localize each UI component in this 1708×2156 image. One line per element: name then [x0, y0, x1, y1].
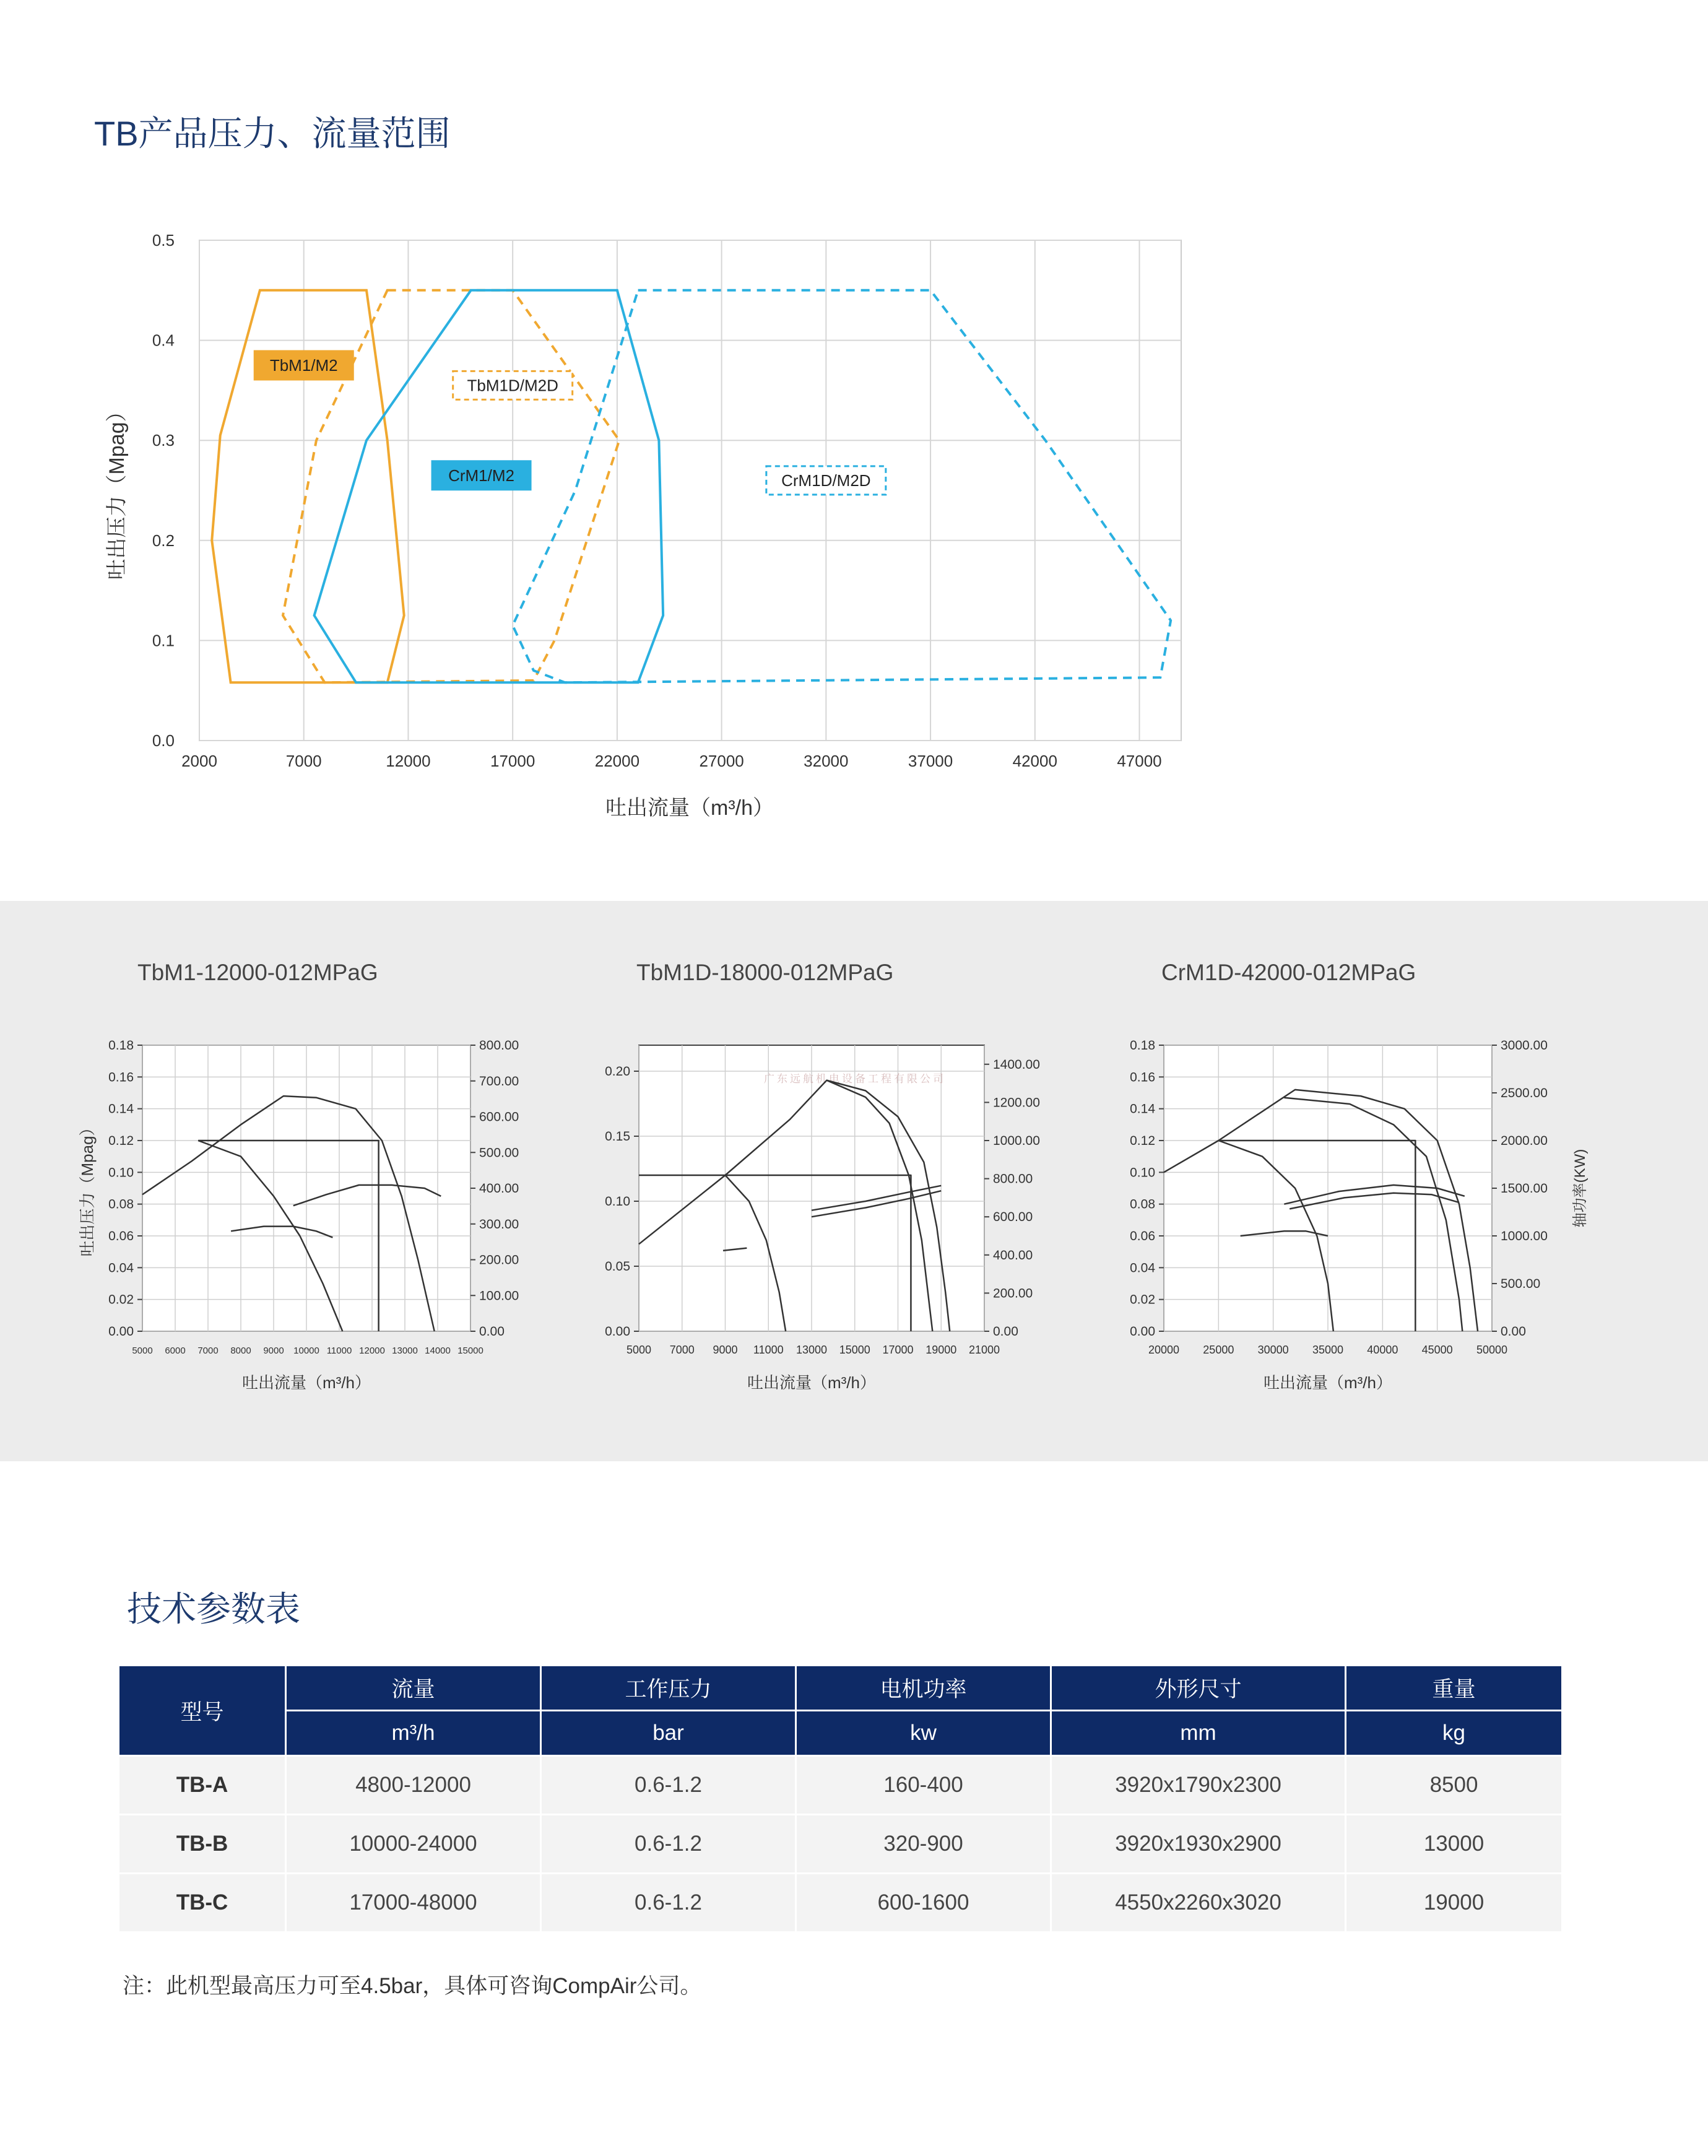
- series-label: TbM1D/M2D: [467, 376, 558, 395]
- y2-tick-label: 400.00: [993, 1248, 1033, 1263]
- y2-tick-label: 300.00: [479, 1217, 519, 1232]
- x-tick-label: 20000: [1148, 1344, 1180, 1356]
- x-tick-label: 21000: [968, 1344, 1000, 1356]
- cell-weight: 13000: [1346, 1815, 1563, 1874]
- header-pressure: 工作压力: [541, 1666, 796, 1711]
- y-tick-label: 0.04: [1130, 1261, 1155, 1276]
- curve-title-3: CrM1D-42000-012MPaG: [1161, 960, 1416, 985]
- x-tick-label: 9000: [713, 1344, 738, 1356]
- y2-tick-label: 400.00: [479, 1181, 519, 1196]
- performance-chart-2: [588, 1022, 1071, 1406]
- x-tick-label: 12000: [359, 1345, 385, 1356]
- x-tick-label: 35000: [1312, 1344, 1344, 1356]
- spec-table-title: 技术参数表: [127, 1589, 300, 1628]
- x-tick-label: 5000: [626, 1344, 652, 1356]
- y-tick-label: 0.00: [605, 1324, 630, 1339]
- cell-dimensions: 4550x2260x3020: [1051, 1874, 1346, 1932]
- y2-tick-label: 100.00: [479, 1289, 519, 1303]
- header-weight: 重量: [1346, 1666, 1563, 1711]
- y-tick-label: 0.0: [152, 731, 175, 750]
- x-tick-label: 47000: [1117, 752, 1162, 770]
- header-power: 电机功率: [796, 1666, 1051, 1711]
- x-tick-label: 5000: [132, 1345, 153, 1356]
- y2-tick-label: 3000.00: [1501, 1038, 1548, 1053]
- y2-tick-label: 0.00: [993, 1324, 1018, 1339]
- y-tick-label: 0.14: [108, 1102, 134, 1116]
- y-tick-label: 0.12: [1130, 1134, 1155, 1148]
- unit-weight: kg: [1346, 1711, 1563, 1756]
- x-tick-label: 10000: [293, 1345, 319, 1356]
- x-tick-label: 17000: [882, 1344, 914, 1356]
- unit-power: kw: [796, 1711, 1051, 1756]
- y2-tick-label: 1400.00: [993, 1057, 1040, 1072]
- x-axis-label: 吐出流量（m³/h）: [241, 1373, 371, 1392]
- x-tick-label: 27000: [699, 752, 744, 770]
- cell-model: TB-B: [119, 1815, 286, 1874]
- y-tick-label: 0.5: [152, 231, 175, 250]
- x-tick-label: 9000: [263, 1345, 284, 1356]
- y2-tick-label: 2000.00: [1501, 1134, 1548, 1148]
- x-tick-label: 40000: [1367, 1344, 1398, 1356]
- x-tick-label: 11000: [753, 1344, 784, 1356]
- y-tick-label: 0.18: [108, 1038, 134, 1053]
- y-tick-label: 0.08: [1130, 1197, 1155, 1212]
- x-tick-label: 13000: [795, 1344, 828, 1356]
- unit-dimensions: mm: [1051, 1711, 1346, 1756]
- x-tick-label: 32000: [804, 752, 849, 770]
- y-tick-label: 0.00: [1130, 1324, 1155, 1339]
- x-tick-label: 30000: [1257, 1344, 1289, 1356]
- table-row: [119, 1815, 1563, 1874]
- cell-model: TB-A: [119, 1756, 286, 1815]
- table-row: [119, 1756, 1563, 1815]
- footnote: 注：此机型最高压力可至4.5bar，具体可咨询CompAir公司。: [123, 1974, 702, 1998]
- y2-tick-label: 600.00: [993, 1210, 1033, 1225]
- x-tick-label: 37000: [908, 752, 953, 770]
- y-tick-label: 0.1: [152, 631, 175, 650]
- series-label: CrM1/M2: [448, 466, 515, 485]
- curve-title-2: TbM1D-18000-012MPaG: [636, 960, 894, 985]
- x-tick-label: 6000: [165, 1345, 186, 1356]
- cell-flow: 4800-12000: [286, 1756, 541, 1815]
- cell-flow: 17000-48000: [286, 1874, 541, 1932]
- header-model: 型号: [119, 1666, 286, 1756]
- x-tick-label: 13000: [392, 1345, 418, 1356]
- y-tick-label: 0.06: [108, 1229, 134, 1243]
- y-tick-label: 0.10: [108, 1165, 134, 1180]
- x-tick-label: 7000: [197, 1345, 219, 1356]
- cell-weight: 19000: [1346, 1874, 1563, 1932]
- x-tick-label: 42000: [1012, 752, 1057, 770]
- y2-tick-label: 1000.00: [993, 1134, 1040, 1148]
- y-tick-label: 0.4: [152, 331, 175, 350]
- series-label: TbM1/M2: [269, 356, 338, 375]
- x-axis-label: 吐出流量（m³/h）: [747, 1373, 877, 1392]
- y-tick-label: 0.14: [1130, 1102, 1155, 1116]
- y-tick-label: 0.02: [108, 1292, 134, 1307]
- y-tick-label: 0.20: [605, 1064, 630, 1079]
- x-tick-label: 45000: [1421, 1344, 1453, 1356]
- x-tick-label: 8000: [230, 1345, 251, 1356]
- y2-tick-label: 1000.00: [1501, 1229, 1548, 1243]
- y2-tick-label: 1500.00: [1501, 1181, 1548, 1196]
- cell-power: 600-1600: [796, 1874, 1051, 1932]
- page-title: TB产品压力、流量范围: [94, 114, 451, 153]
- x-axis-label: 吐出流量（m³/h）: [1263, 1373, 1393, 1392]
- x-tick-label: 11000: [326, 1345, 352, 1356]
- x-tick-label: 14000: [425, 1345, 451, 1356]
- y-tick-label: 0.10: [1130, 1165, 1155, 1180]
- unit-pressure: bar: [541, 1711, 796, 1756]
- x-tick-label: 25000: [1203, 1344, 1234, 1356]
- cell-model: TB-C: [119, 1874, 286, 1932]
- y-tick-label: 0.18: [1130, 1038, 1155, 1053]
- cell-pressure: 0.6-1.2: [541, 1815, 796, 1874]
- unit-flow: m³/h: [286, 1711, 541, 1756]
- y-tick-label: 0.05: [605, 1259, 630, 1274]
- y2-tick-label: 500.00: [1501, 1277, 1541, 1291]
- x-tick-label: 19000: [926, 1344, 957, 1356]
- x-tick-label: 12000: [386, 752, 431, 770]
- header-flow: 流量: [286, 1666, 541, 1711]
- cell-power: 320-900: [796, 1815, 1051, 1874]
- y2-tick-label: 800.00: [479, 1038, 519, 1053]
- x-tick-label: 7000: [669, 1344, 695, 1356]
- y2-tick-label: 200.00: [479, 1253, 519, 1267]
- header-dimensions: 外形尺寸: [1051, 1666, 1346, 1711]
- table-row: [119, 1874, 1563, 1932]
- x-axis-label: 吐出流量（m³/h）: [605, 796, 774, 820]
- y-tick-label: 0.2: [152, 531, 175, 550]
- y2-tick-label: 0.00: [479, 1324, 505, 1339]
- cell-dimensions: 3920x1790x2300: [1051, 1756, 1346, 1815]
- curve-title-1: TbM1-12000-012MPaG: [137, 960, 378, 985]
- series-label: CrM1D/M2D: [781, 471, 871, 490]
- y-axis-label: 吐出压力（Mpag）: [78, 1119, 97, 1257]
- x-tick-label: 22000: [594, 752, 640, 770]
- spec-table: [118, 1664, 1563, 1933]
- performance-chart-1: [68, 1022, 551, 1406]
- performance-chart-3: [1102, 1022, 1610, 1406]
- x-tick-label: 15000: [839, 1344, 870, 1356]
- x-tick-label: 17000: [490, 752, 535, 770]
- cell-power: 160-400: [796, 1756, 1051, 1815]
- y-tick-label: 0.08: [108, 1197, 134, 1212]
- y-axis-label: 吐出压力（Mpag）: [105, 401, 129, 580]
- range-chart: [0, 204, 1238, 836]
- y-tick-label: 0.16: [1130, 1070, 1155, 1085]
- y-tick-label: 0.15: [605, 1129, 630, 1144]
- x-tick-label: 50000: [1476, 1344, 1508, 1356]
- cell-pressure: 0.6-1.2: [541, 1874, 796, 1932]
- x-tick-label: 15000: [457, 1345, 483, 1356]
- y-tick-label: 0.02: [1130, 1292, 1155, 1307]
- watermark: 广东远航机电设备工程有限公司: [764, 1073, 946, 1085]
- y2-tick-label: 1200.00: [993, 1095, 1040, 1110]
- y-tick-label: 0.04: [108, 1261, 134, 1276]
- cell-weight: 8500: [1346, 1756, 1563, 1815]
- y2-tick-label: 800.00: [993, 1171, 1033, 1186]
- y-tick-label: 0.16: [108, 1070, 134, 1085]
- x-tick-label: 7000: [285, 752, 322, 770]
- y2-tick-label: 500.00: [479, 1145, 519, 1160]
- cell-pressure: 0.6-1.2: [541, 1756, 796, 1815]
- cell-flow: 10000-24000: [286, 1815, 541, 1874]
- y-tick-label: 0.10: [605, 1194, 630, 1209]
- y-tick-label: 0.06: [1130, 1229, 1155, 1243]
- cell-dimensions: 3920x1930x2900: [1051, 1815, 1346, 1874]
- y2-tick-label: 0.00: [1501, 1324, 1526, 1339]
- y-tick-label: 0.12: [108, 1134, 134, 1148]
- y2-axis-label: 轴功率(KW): [1572, 1149, 1589, 1228]
- y-tick-label: 0.3: [152, 431, 175, 450]
- y2-tick-label: 600.00: [479, 1110, 519, 1124]
- y2-tick-label: 200.00: [993, 1286, 1033, 1301]
- y2-tick-label: 700.00: [479, 1074, 519, 1089]
- y2-tick-label: 2500.00: [1501, 1086, 1548, 1100]
- x-tick-label: 2000: [181, 752, 217, 770]
- y-tick-label: 0.00: [108, 1324, 134, 1339]
